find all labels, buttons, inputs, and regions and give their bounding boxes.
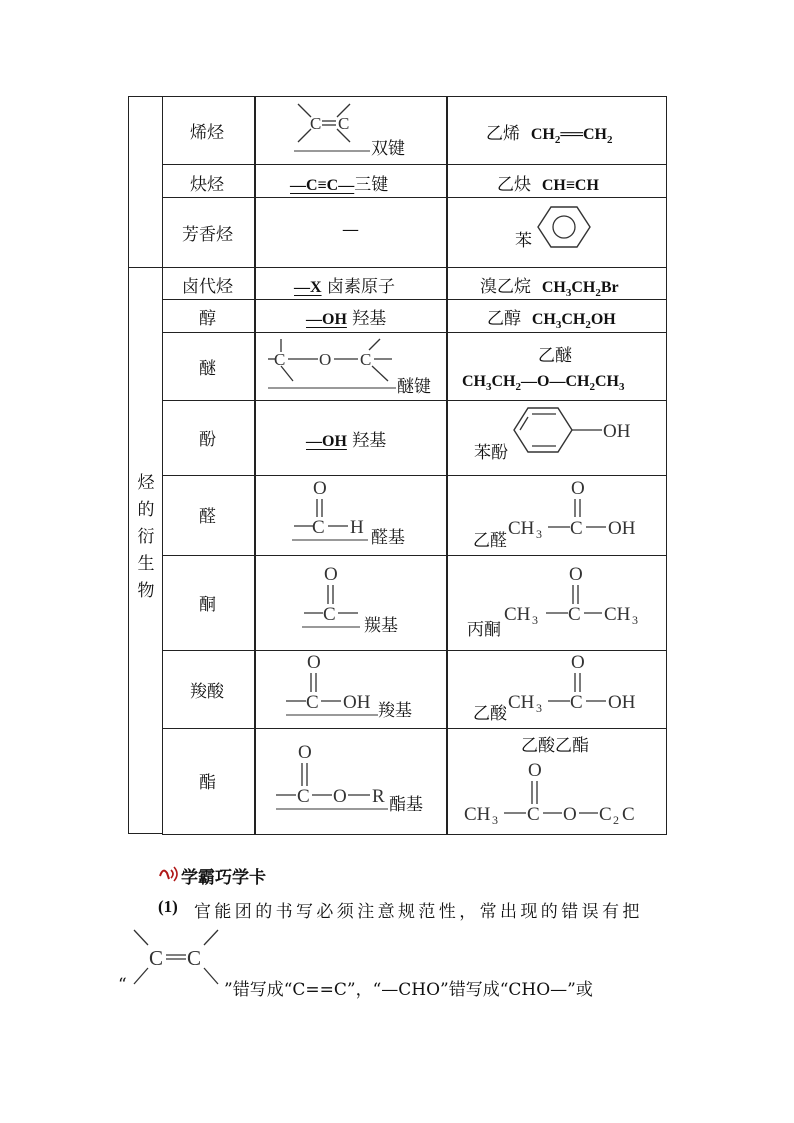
alkene-double-bond-structure (290, 102, 370, 154)
category-cell-hydrocarbons (128, 96, 163, 268)
functional-group-ester: 酯基 (389, 795, 423, 815)
example-aldehyde-name: 乙醛 (473, 531, 507, 551)
svg-text:O: O (571, 478, 585, 499)
example-alkene: 乙烯 $CH_2══CH_2$ (486, 124, 613, 147)
aldehyde-group-structure (290, 478, 380, 548)
category-char: 物 (137, 581, 155, 601)
svg-text:C: C (306, 692, 319, 713)
svg-text:OH: OH (608, 692, 636, 713)
svg-text:C: C (312, 517, 325, 538)
svg-text:2: 2 (613, 813, 619, 827)
example-phenol-name: 苯酚 (474, 443, 508, 463)
svg-text:CH: CH (508, 692, 535, 713)
class-name-phenol: 酚 (199, 430, 216, 450)
functional-group-alkyne: —C≡C—三键 (290, 175, 389, 195)
functional-group-ether: 醚键 (397, 377, 431, 397)
svg-text:C: C (570, 518, 583, 539)
svg-text:C: C (527, 804, 540, 825)
category-char: 生 (137, 554, 155, 574)
functional-group-phenol: —OH 羟基 (306, 431, 387, 451)
tip-title: 学霸巧学卡 (181, 868, 266, 888)
svg-text:C: C (570, 692, 583, 713)
svg-text:O: O (298, 742, 312, 763)
svg-text:O: O (307, 652, 321, 673)
example-alcohol: 乙醇 $CH_3CH_2OH$ (487, 309, 616, 332)
ethyl-acetate-structure (464, 758, 664, 828)
svg-text:OH: OH (343, 692, 371, 713)
class-name-ketone: 酮 (199, 595, 216, 615)
tip-line-1: 官能团的书写必须注意规范性，常出现的错误有把 (194, 902, 643, 922)
acetic-acid-structure (508, 650, 648, 720)
class-name-haloalkane: 卤代烃 (182, 277, 233, 297)
benzene-ring-icon (537, 205, 591, 249)
svg-text:O: O (319, 350, 332, 369)
functional-group-haloalkane: —X 卤素原子 (294, 277, 395, 297)
category-label-derivatives (136, 470, 156, 605)
svg-text:CH: CH (508, 518, 535, 539)
svg-text:C: C (599, 804, 612, 825)
svg-text:C: C (187, 946, 202, 970)
svg-text:C: C (323, 604, 336, 625)
carbon-double-bond-example (132, 928, 224, 990)
svg-text:C: C (360, 350, 372, 369)
svg-text:O: O (569, 564, 583, 585)
svg-text:C: C (568, 604, 581, 625)
category-char: 衍 (137, 527, 155, 547)
svg-text:CH: CH (604, 604, 631, 625)
functional-group-aldehyde: 醛基 (371, 528, 405, 548)
functional-group-alcohol: —OH 羟基 (306, 309, 387, 329)
class-name-ether: 醚 (199, 359, 216, 379)
speaker-icon (158, 864, 180, 882)
class-name-alkene: 烯烃 (190, 123, 224, 143)
ester-group-structure (274, 740, 394, 812)
tip-open-quote: “ (118, 975, 127, 995)
example-ether-name: 乙醚 (538, 346, 572, 366)
class-name-aldehyde: 醛 (199, 507, 216, 527)
svg-text:OH: OH (603, 421, 631, 442)
svg-text:C: C (149, 946, 164, 970)
example-ether-formula: $CH_3CH_2—O—CH_2CH_3$ (462, 373, 625, 394)
svg-text:O: O (313, 478, 327, 499)
svg-text:C: C (297, 786, 310, 807)
class-name-aromatic: 芳香烃 (182, 225, 233, 245)
phenol-structure (512, 406, 642, 456)
svg-text:O: O (571, 652, 585, 673)
svg-text:3: 3 (492, 813, 498, 827)
atom-c: C (338, 114, 350, 133)
category-char: 烃 (137, 473, 155, 493)
svg-text:O: O (324, 564, 338, 585)
svg-text:3: 3 (536, 527, 542, 541)
category-char: 的 (137, 500, 155, 520)
functional-group-ketone: 羰基 (364, 616, 398, 636)
svg-text:CH: CH (464, 804, 491, 825)
carboxyl-group-structure (284, 650, 384, 720)
atom-c: C (310, 114, 322, 133)
svg-text:C: C (622, 804, 635, 825)
example-ketone-name: 丙酮 (467, 620, 501, 640)
svg-text:3: 3 (632, 613, 638, 627)
tip-line-2: ”错写成“C==C”，“—CHO”错写成“CHO—”或 (224, 980, 593, 1000)
svg-text:3: 3 (532, 613, 538, 627)
svg-text:O: O (333, 786, 347, 807)
tip-point-number: (1) (158, 897, 178, 916)
functional-group-alkene: 双键 (371, 139, 405, 159)
class-name-carboxylic-acid: 羧酸 (190, 682, 224, 702)
svg-text:H: H (350, 517, 364, 538)
functional-group-aromatic: — (342, 220, 359, 240)
svg-text:C: C (274, 350, 286, 369)
carbonyl-group-structure (298, 562, 368, 632)
example-carboxylic-acid-name: 乙酸 (473, 704, 507, 724)
functional-group-carboxylic-acid: 羧基 (378, 701, 412, 721)
example-ester-name: 乙酸乙酯 (521, 736, 589, 756)
class-name-alkyne: 炔烃 (190, 175, 224, 195)
example-haloalkane: 溴乙烷 $CH_3CH_2Br$ (480, 277, 619, 300)
class-name-alcohol: 醇 (199, 309, 216, 329)
svg-text:3: 3 (536, 701, 542, 715)
class-name-ester: 酯 (199, 773, 216, 793)
example-alkyne: 乙炔 CH≡CH (497, 175, 599, 195)
ether-structure (266, 336, 406, 392)
example-aromatic-name: 苯 (515, 231, 532, 251)
svg-text:O: O (563, 804, 577, 825)
svg-text:O: O (528, 760, 542, 781)
svg-text:R: R (372, 786, 385, 807)
acetaldehyde-structure (508, 478, 648, 544)
svg-text:OH: OH (608, 518, 636, 539)
acetone-structure (504, 562, 654, 632)
svg-text:CH: CH (504, 604, 531, 625)
